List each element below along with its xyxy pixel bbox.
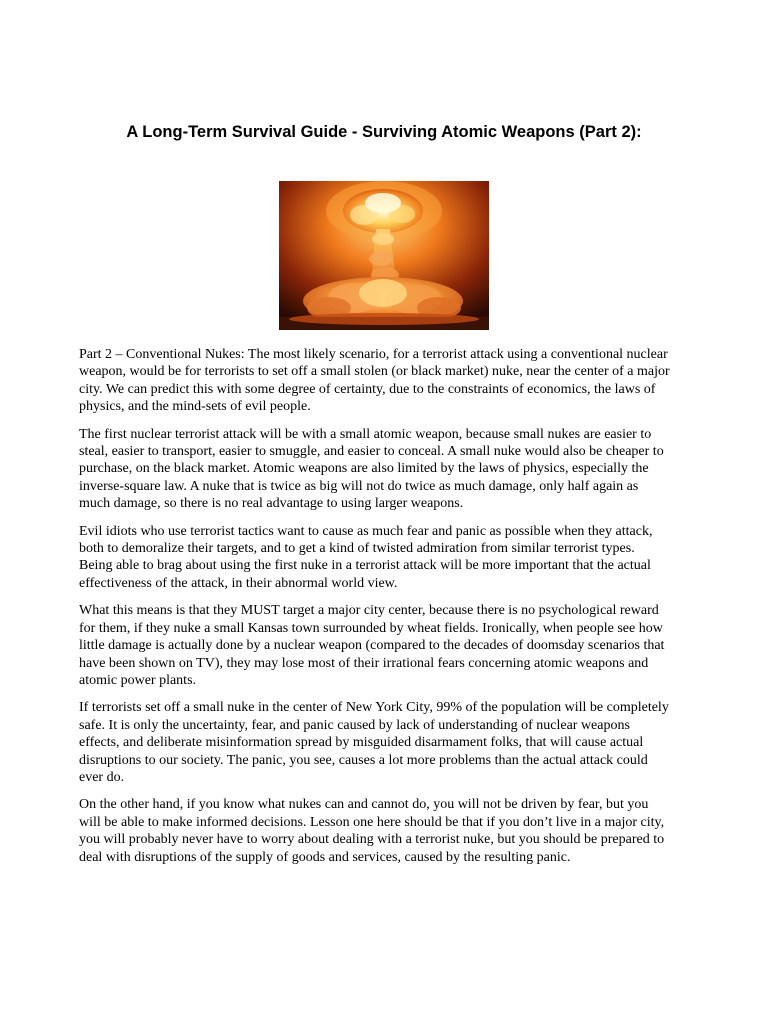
paragraph-terrorist-motives: Evil idiots who use terrorist tactics want to cause as much fear and panic as possible when they attack, both to demoralize their targets, and to get a kind of twisted admiration from similar terrorist types. Being able to brag about using the first nuke in a terrorist attack will be more important that the actual effectiveness of the attack, in their abnormal world view. bbox=[79, 523, 653, 591]
paragraph-informed-decisions: On the other hand, if you know what nukes can and cannot do, you will not be driven by fear, but you will be able to make informed decisions. Lesson one here should be that if you don’t live in a major city, you will probably never have to worry about dealing with a terrorist nuke, but you should be prepared to deal with disruptions of the supply of goods and services, caused by the resulting panic. bbox=[79, 797, 665, 865]
document-body bbox=[79, 346, 671, 876]
document-title: A Long-Term Survival Guide - Surviving Atomic Weapons (Part 2): bbox=[126, 123, 642, 141]
paragraph-major-city-target: What this means is that they MUST target a major city center, because there is no psychological reward for them, if they nuke a small Kansas town surrounded by wheat fields. Ironically, when people see how little damage is actually done by a nuclear weapon (compared to the decades of doomsday scenarios that have been shown on TV), they may lose most of their irrational fears concerning atomic weapons and atomic power plants. bbox=[79, 603, 665, 688]
paragraph-small-atomic-weapon: The first nuclear terrorist attack will be with a small atomic weapon, because small nukes are easier to steal, easier to transport, easier to smuggle, and easier to conceal. A small nuke would also be cheaper to purchase, on the black market. Atomic weapons are also limited by the laws of physics, especially the inverse-square law. A nuke that is twice as big will not do twice as much damage, only half again as much damage, so there is no real advantage to using larger weapons. bbox=[79, 426, 664, 512]
mushroom-cloud-illustration bbox=[279, 181, 489, 330]
mushroom-cloud-image bbox=[279, 181, 489, 330]
paragraph-new-york-example: If terrorists set off a small nuke in the center of New York City, 99% of the population will be completely safe. It is only the uncertainty, fear, and panic caused by lack of understanding of nuclear weapons effects, and deliberate misinformation spread by misguided disarmament folks, that will cause actual disruptions to our society. The panic, you see, causes a lot more problems than the actual attack could ever do. bbox=[79, 700, 669, 785]
paragraph-conventional-nukes: Part 2 – Conventional Nukes: The most likely scenario, for a terrorist attack using a conventional nuclear weapon, would be for terrorists to set off a small stolen (or black market) nuke, near the center of a major city. We can predict this with some degree of certainty, due to the constraints of economics, the laws of physics, and the mind-sets of evil people. bbox=[79, 347, 670, 415]
